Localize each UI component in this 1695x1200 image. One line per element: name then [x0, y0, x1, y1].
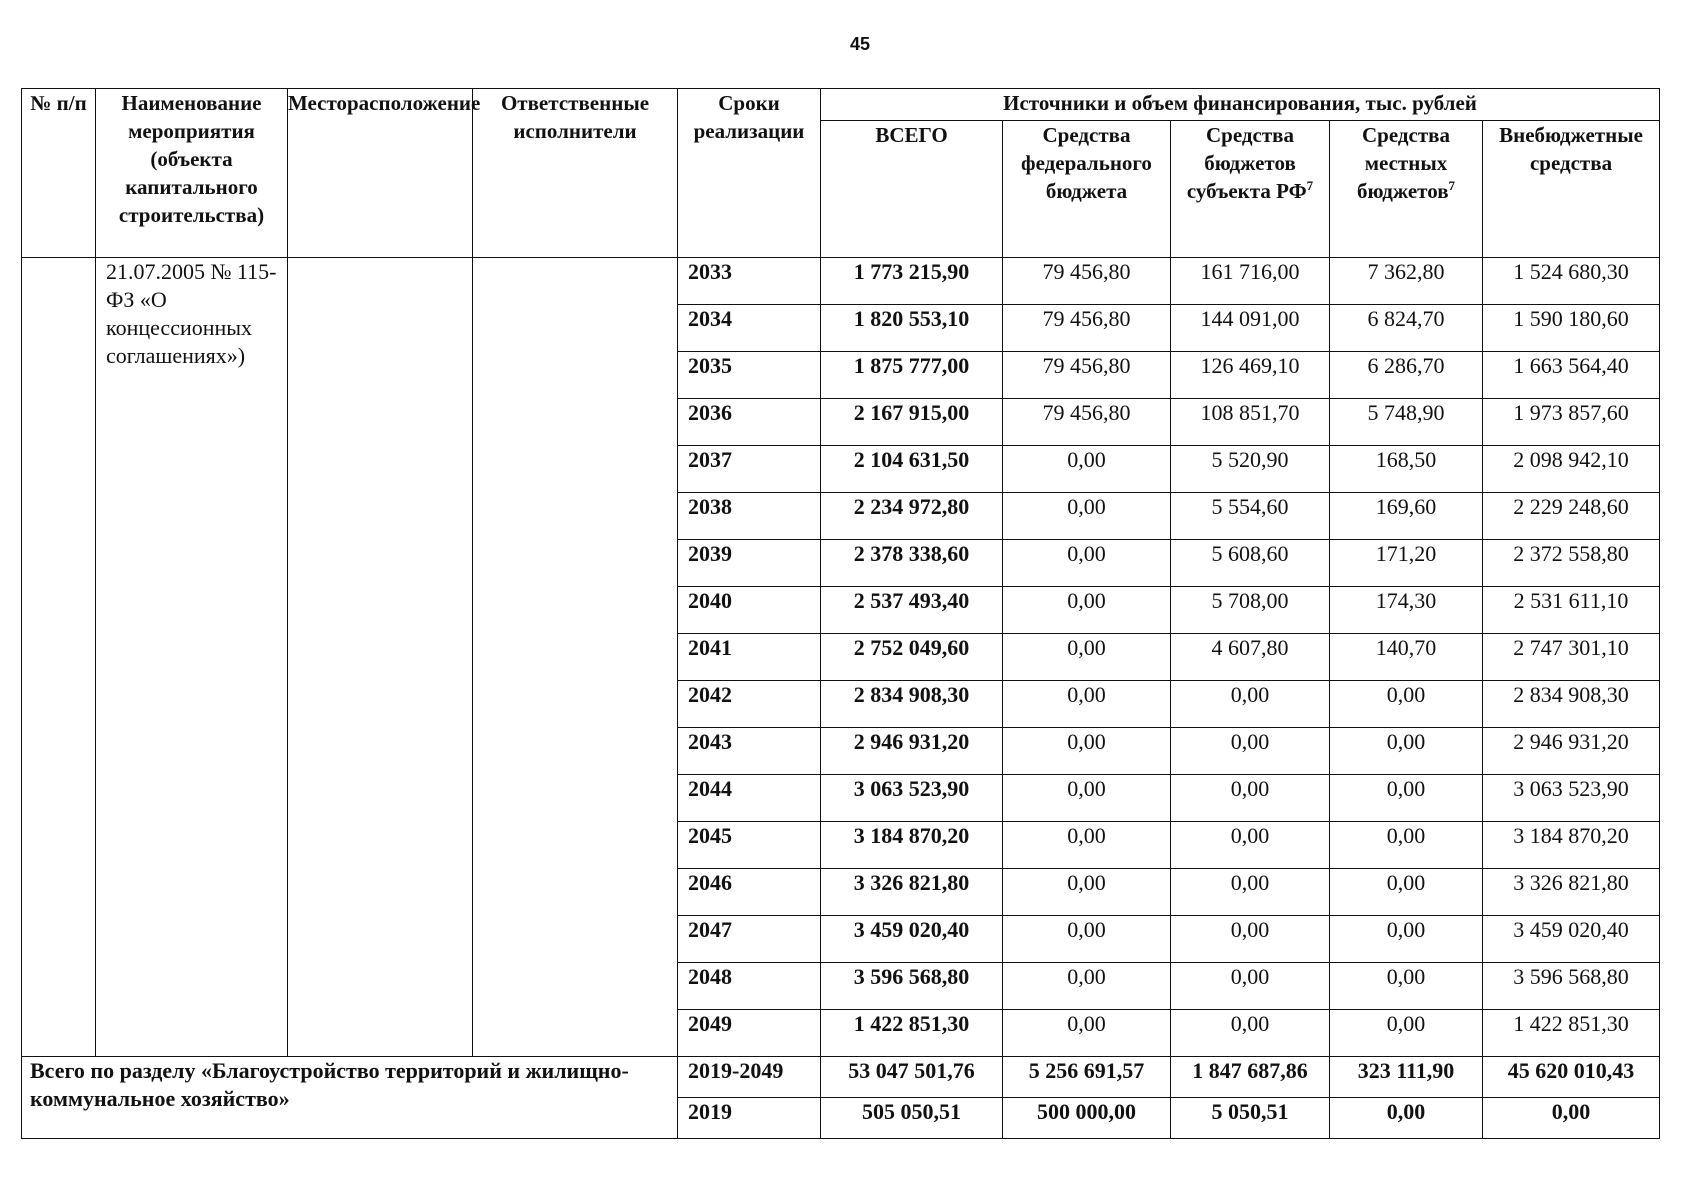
- total-cell: 3 459 020,40: [821, 916, 1003, 963]
- total-cell: 505 050,51: [821, 1098, 1003, 1139]
- year-cell: 2038: [678, 493, 821, 540]
- section-total-label: Всего по разделу «Благоустройство территорий и жилищно-коммунальное хозяйство»: [22, 1057, 678, 1139]
- year-cell: 2048: [678, 963, 821, 1010]
- local-cell: 0,00: [1330, 916, 1483, 963]
- federal-cell: 79 456,80: [1003, 352, 1171, 399]
- header-total: ВСЕГО: [821, 121, 1003, 258]
- total-cell: 2 834 908,30: [821, 681, 1003, 728]
- year-cell: 2049: [678, 1010, 821, 1057]
- table-row: [22, 258, 1660, 305]
- regional-cell: 5 520,90: [1171, 446, 1330, 493]
- year-cell: 2035: [678, 352, 821, 399]
- federal-cell: 0,00: [1003, 634, 1171, 681]
- local-cell: 0,00: [1330, 775, 1483, 822]
- extra-cell: 1 973 857,60: [1483, 399, 1660, 446]
- extra-cell: 2 834 908,30: [1483, 681, 1660, 728]
- header-local-label: Средства местных бюджетов: [1356, 123, 1450, 203]
- year-cell: 2037: [678, 446, 821, 493]
- federal-cell: 79 456,80: [1003, 258, 1171, 305]
- local-cell: 0,00: [1330, 681, 1483, 728]
- federal-cell: 5 256 691,57: [1003, 1057, 1171, 1098]
- regional-cell: 4 607,80: [1171, 634, 1330, 681]
- local-cell: 0,00: [1330, 1010, 1483, 1057]
- federal-cell: 500 000,00: [1003, 1098, 1171, 1139]
- total-cell: 2 537 493,40: [821, 587, 1003, 634]
- federal-cell: 0,00: [1003, 587, 1171, 634]
- local-cell: 174,30: [1330, 587, 1483, 634]
- federal-cell: 0,00: [1003, 728, 1171, 775]
- total-cell: 3 326 821,80: [821, 869, 1003, 916]
- regional-cell: 5 050,51: [1171, 1098, 1330, 1139]
- regional-cell: 0,00: [1171, 1010, 1330, 1057]
- year-cell: 2042: [678, 681, 821, 728]
- year-cell: 2041: [678, 634, 821, 681]
- header-executors: Ответственные исполнители: [473, 89, 678, 258]
- year-cell: 2036: [678, 399, 821, 446]
- regional-cell: 108 851,70: [1171, 399, 1330, 446]
- regional-cell: 0,00: [1171, 963, 1330, 1010]
- extra-cell: 0,00: [1483, 1098, 1660, 1139]
- year-cell: 2045: [678, 822, 821, 869]
- header-name: Наименование мероприятия (объекта капитального строительства): [96, 89, 288, 258]
- regional-cell: 161 716,00: [1171, 258, 1330, 305]
- extra-cell: 45 620 010,43: [1483, 1057, 1660, 1098]
- federal-cell: 0,00: [1003, 916, 1171, 963]
- total-cell: 2 752 049,60: [821, 634, 1003, 681]
- local-cell: 140,70: [1330, 634, 1483, 681]
- extra-cell: 1 663 564,40: [1483, 352, 1660, 399]
- year-cell: 2039: [678, 540, 821, 587]
- total-cell: 2 378 338,60: [821, 540, 1003, 587]
- year-cell: 2019-2049: [678, 1057, 821, 1098]
- total-cell: 1 773 215,90: [821, 258, 1003, 305]
- federal-cell: 0,00: [1003, 1010, 1171, 1057]
- header-regional-footnote: 7: [1306, 178, 1314, 193]
- regional-cell: 144 091,00: [1171, 305, 1330, 352]
- extra-cell: 2 747 301,10: [1483, 634, 1660, 681]
- total-cell: 2 104 631,50: [821, 446, 1003, 493]
- extra-cell: 2 098 942,10: [1483, 446, 1660, 493]
- local-cell: 171,20: [1330, 540, 1483, 587]
- federal-cell: 79 456,80: [1003, 399, 1171, 446]
- local-cell: 0,00: [1330, 728, 1483, 775]
- total-cell: 1 422 851,30: [821, 1010, 1003, 1057]
- regional-cell: 0,00: [1171, 775, 1330, 822]
- header-regional-label: Средства бюджетов субъекта РФ: [1186, 123, 1307, 203]
- total-cell: 1 875 777,00: [821, 352, 1003, 399]
- local-cell: 0,00: [1330, 869, 1483, 916]
- extra-cell: 3 596 568,80: [1483, 963, 1660, 1010]
- federal-cell: 0,00: [1003, 869, 1171, 916]
- total-cell: 53 047 501,76: [821, 1057, 1003, 1098]
- local-cell: 6 286,70: [1330, 352, 1483, 399]
- measure-name: 21.07.2005 № 115-ФЗ «О концессионных соглашениях»): [96, 258, 288, 1057]
- federal-cell: 0,00: [1003, 822, 1171, 869]
- year-cell: 2040: [678, 587, 821, 634]
- federal-cell: 0,00: [1003, 963, 1171, 1010]
- federal-cell: 0,00: [1003, 446, 1171, 493]
- header-num: № п/п: [22, 89, 96, 258]
- header-extra: Внебюджетные средства: [1483, 121, 1660, 258]
- extra-cell: 2 531 611,10: [1483, 587, 1660, 634]
- extra-cell: 2 229 248,60: [1483, 493, 1660, 540]
- local-cell: 0,00: [1330, 822, 1483, 869]
- total-cell: 1 820 553,10: [821, 305, 1003, 352]
- section-total-row: [22, 1057, 1660, 1098]
- extra-cell: 1 590 180,60: [1483, 305, 1660, 352]
- executors-cell: [473, 258, 678, 1057]
- header-local-footnote: 7: [1448, 178, 1456, 193]
- local-cell: 323 111,90: [1330, 1057, 1483, 1098]
- local-cell: 5 748,90: [1330, 399, 1483, 446]
- local-cell: 6 824,70: [1330, 305, 1483, 352]
- year-cell: 2033: [678, 258, 821, 305]
- local-cell: 7 362,80: [1330, 258, 1483, 305]
- header-funding-group: Источники и объем финансирования, тыс. рублей: [821, 89, 1660, 121]
- regional-cell: 0,00: [1171, 822, 1330, 869]
- total-cell: 3 184 870,20: [821, 822, 1003, 869]
- federal-cell: 0,00: [1003, 493, 1171, 540]
- federal-cell: 0,00: [1003, 775, 1171, 822]
- year-cell: 2019: [678, 1098, 821, 1139]
- regional-cell: 0,00: [1171, 869, 1330, 916]
- year-cell: 2044: [678, 775, 821, 822]
- extra-cell: 3 184 870,20: [1483, 822, 1660, 869]
- num-cell: [22, 258, 96, 1057]
- local-cell: 169,60: [1330, 493, 1483, 540]
- page-number: 45: [849, 34, 871, 54]
- federal-cell: 79 456,80: [1003, 305, 1171, 352]
- year-cell: 2034: [678, 305, 821, 352]
- extra-cell: 3 063 523,90: [1483, 775, 1660, 822]
- header-federal: Средства федерального бюджета: [1003, 121, 1171, 258]
- regional-cell: 1 847 687,86: [1171, 1057, 1330, 1098]
- extra-cell: 3 459 020,40: [1483, 916, 1660, 963]
- extra-cell: 2 946 931,20: [1483, 728, 1660, 775]
- regional-cell: 0,00: [1171, 916, 1330, 963]
- total-cell: 3 596 568,80: [821, 963, 1003, 1010]
- header-regional: [1171, 121, 1330, 258]
- extra-cell: 3 326 821,80: [1483, 869, 1660, 916]
- total-cell: 2 946 931,20: [821, 728, 1003, 775]
- regional-cell: 5 554,60: [1171, 493, 1330, 540]
- header-location: Месторасположение: [288, 89, 473, 258]
- extra-cell: 1 524 680,30: [1483, 258, 1660, 305]
- year-cell: 2047: [678, 916, 821, 963]
- year-cell: 2046: [678, 869, 821, 916]
- total-cell: 3 063 523,90: [821, 775, 1003, 822]
- federal-cell: 0,00: [1003, 681, 1171, 728]
- local-cell: 0,00: [1330, 963, 1483, 1010]
- federal-cell: 0,00: [1003, 540, 1171, 587]
- total-cell: 2 167 915,00: [821, 399, 1003, 446]
- regional-cell: 0,00: [1171, 728, 1330, 775]
- header-period: Сроки реализации: [678, 89, 821, 258]
- regional-cell: 5 708,00: [1171, 587, 1330, 634]
- header-local: [1330, 121, 1483, 258]
- extra-cell: 2 372 558,80: [1483, 540, 1660, 587]
- year-cell: 2043: [678, 728, 821, 775]
- local-cell: 168,50: [1330, 446, 1483, 493]
- regional-cell: 126 469,10: [1171, 352, 1330, 399]
- total-cell: 2 234 972,80: [821, 493, 1003, 540]
- financing-table: [21, 88, 1660, 1139]
- regional-cell: 5 608,60: [1171, 540, 1330, 587]
- regional-cell: 0,00: [1171, 681, 1330, 728]
- extra-cell: 1 422 851,30: [1483, 1010, 1660, 1057]
- local-cell: 0,00: [1330, 1098, 1483, 1139]
- location-cell: [288, 258, 473, 1057]
